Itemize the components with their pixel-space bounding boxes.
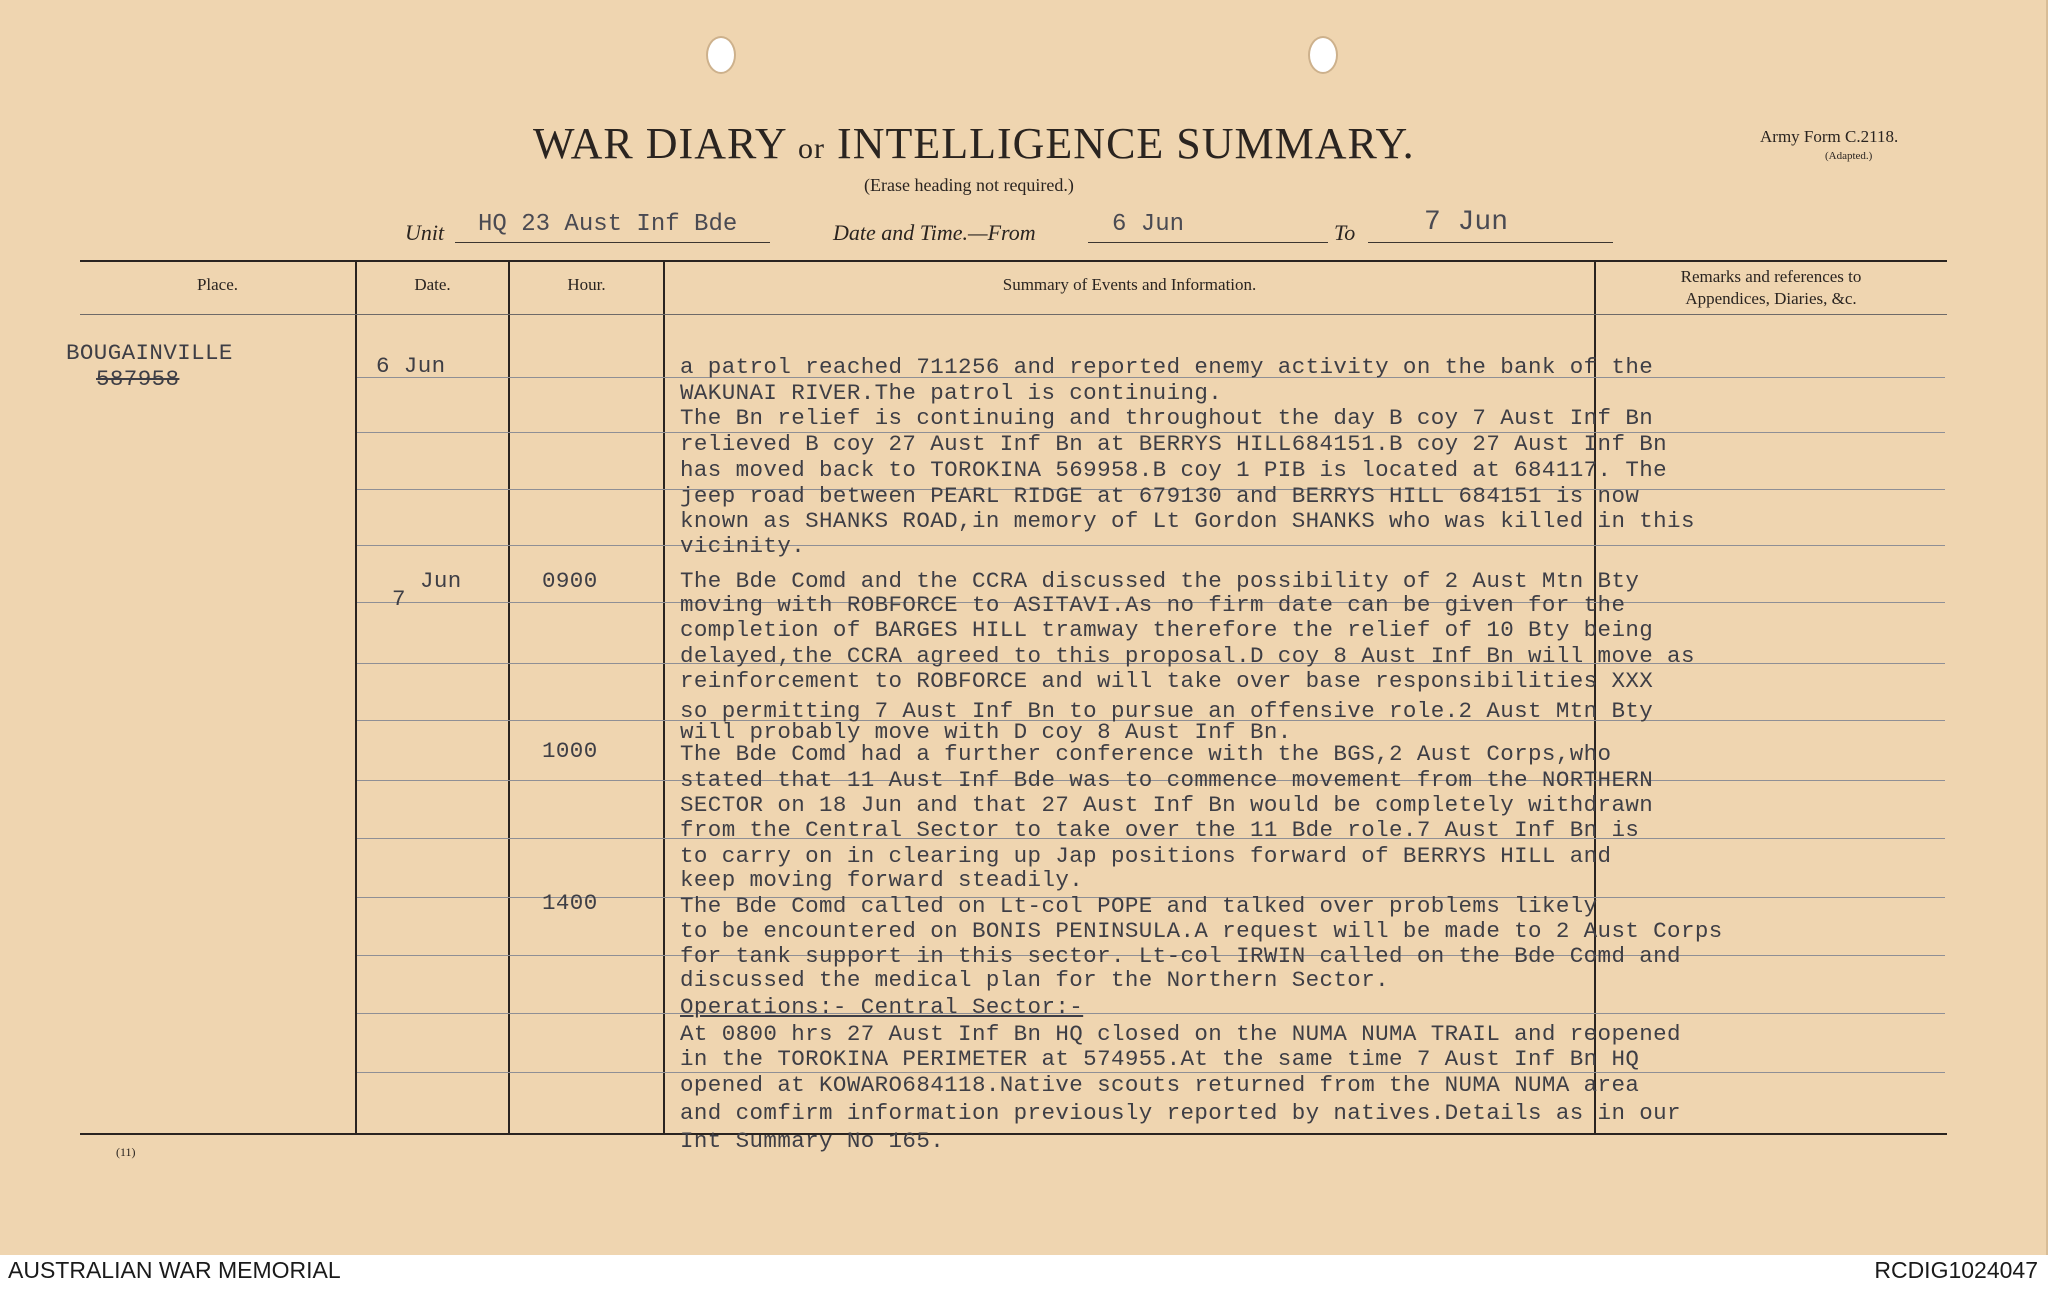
summary-line: The Bde Comd had a further conference with the BGS,2 Aust Corps,who [680, 741, 1612, 767]
summary-line: The Bde Comd and the CCRA discussed the possibility of 2 Aust Mtn Bty [680, 568, 1640, 594]
punch-hole-left [706, 36, 736, 74]
summary-line: to carry on in clearing up Jap positions forward of BERRYS HILL and [680, 843, 1612, 869]
punch-hole-right [1308, 36, 1338, 74]
erase-note: (Erase heading not required.) [864, 175, 1074, 195]
summary-line: opened at KOWARO684118.Native scouts returned from the NUMA NUMA area [680, 1072, 1640, 1098]
summary-line: The Bde Comd called on Lt-col POPE and talked over problems likely [680, 893, 1598, 919]
col-header-remarks-1: Remarks and references to [1680, 267, 1862, 286]
archive-footer-left: AUSTRALIAN WAR MEMORIAL [8, 1257, 341, 1283]
hour-1000: 1000 [542, 738, 598, 764]
summary-line-operations-heading: Operations:- Central Sector:- [680, 994, 1084, 1020]
summary-line: relieved B coy 27 Aust Inf Bn at BERRYS HILL684151.B coy 27 Aust Inf Bn [680, 431, 1668, 457]
summary-line: moving with ROBFORCE to ASITAVI.As no firm date can be given for the [680, 592, 1626, 618]
summary-line: reinforcement to ROBFORCE and will take over base responsibilities XXX [680, 668, 1654, 694]
date-from-label: Date and Time.—From [833, 220, 1036, 245]
summary-line: Int Summary No 165. [680, 1128, 945, 1154]
summary-line: and comfirm information previously reported by natives.Details as in our [680, 1100, 1681, 1126]
summary-line: WAKUNAI RIVER.The patrol is continuing. [680, 380, 1223, 406]
date-entry-7: 7 [392, 586, 406, 612]
page-title: WAR DIARY or INTELLIGENCE SUMMARY. [533, 119, 1415, 168]
summary-line: a patrol reached 711256 and reported enemy activity on the bank of the [680, 354, 1654, 380]
summary-line: vicinity. [680, 533, 806, 559]
summary-line: The Bn relief is continuing and throughout the day B coy 7 Aust Inf Bn [680, 405, 1654, 431]
summary-line: stated that 11 Aust Inf Bde was to commence movement from the NORTHERN [680, 767, 1654, 793]
hour-0900: 0900 [542, 568, 598, 594]
summary-line: from the Central Sector to take over the 11 Bde role.7 Aust Inf Bn is [680, 817, 1640, 843]
place-entry: BOUGAINVILLE [66, 340, 233, 366]
summary-line: has moved back to TOROKINA 569958.B coy 1 PIB is located at 684117. The [680, 457, 1668, 483]
date-entry-6-jun: 6 Jun [376, 353, 446, 379]
summary-line: jeep road between PEARL RIDGE at 679130 and BERRYS HILL 684151 is now [680, 483, 1640, 509]
adapted-label: (Adapted.) [1825, 150, 1873, 162]
summary-line: completion of BARGES HILL tramway therefore the relief of 10 Bty being [680, 617, 1654, 643]
army-form-label: Army Form C.2118. [1760, 127, 1899, 146]
summary-line: for tank support in this sector. Lt-col IRWIN called on the Bde Comd and [680, 943, 1681, 969]
place-reference: 587958 [96, 366, 180, 392]
summary-line: will probably move with D coy 8 Aust Inf Bn. [680, 719, 1292, 745]
summary-line: keep moving forward steadily. [680, 867, 1084, 893]
table-bottom-rule [80, 1133, 1947, 1135]
archive-footer-right: RCDIG1024047 [1874, 1257, 2038, 1283]
hour-1400: 1400 [542, 890, 598, 916]
date-to-value: 7 Jun [1424, 207, 1509, 238]
col-header-hour: Hour. [567, 275, 606, 294]
summary-line: discussed the medical plan for the Northern Sector. [680, 967, 1390, 993]
date-from-value: 6 Jun [1112, 211, 1185, 238]
col-header-place: Place. [196, 275, 239, 294]
summary-line: known as SHANKS ROAD,in memory of Lt Gordon SHANKS who was killed in this [680, 508, 1695, 534]
col-header-date: Date. [414, 275, 451, 294]
unit-label: Unit [405, 220, 445, 245]
date-entry-jun: Jun [420, 568, 462, 594]
date-to-label: To [1334, 220, 1356, 245]
summary-line: to be encountered on BONIS PENINSULA.A request will be made to 2 Aust Corps [680, 918, 1723, 944]
summary-line: in the TOROKINA PERIMETER at 574955.At the same time 7 Aust Inf Bn HQ [680, 1046, 1640, 1072]
summary-line: SECTOR on 18 Jun and that 27 Aust Inf Bn would be completely withdrawn [680, 792, 1654, 818]
col-header-summary: Summary of Events and Information. [1002, 275, 1257, 294]
unit-value: HQ 23 Aust Inf Bde [478, 211, 738, 238]
col-header-remarks-2: Appendices, Diaries, &c. [1685, 289, 1857, 308]
form-number: (11) [116, 1145, 136, 1159]
table-top-rule [80, 260, 1947, 262]
summary-line: At 0800 hrs 27 Aust Inf Bn HQ closed on the NUMA NUMA TRAIL and reopened [680, 1021, 1681, 1047]
summary-line: so permitting 7 Aust Inf Bn to pursue an offensive role.2 Aust Mtn Bty [680, 698, 1654, 724]
summary-line: delayed,the CCRA agreed to this proposal.D coy 8 Aust Inf Bn will move as [680, 643, 1695, 669]
